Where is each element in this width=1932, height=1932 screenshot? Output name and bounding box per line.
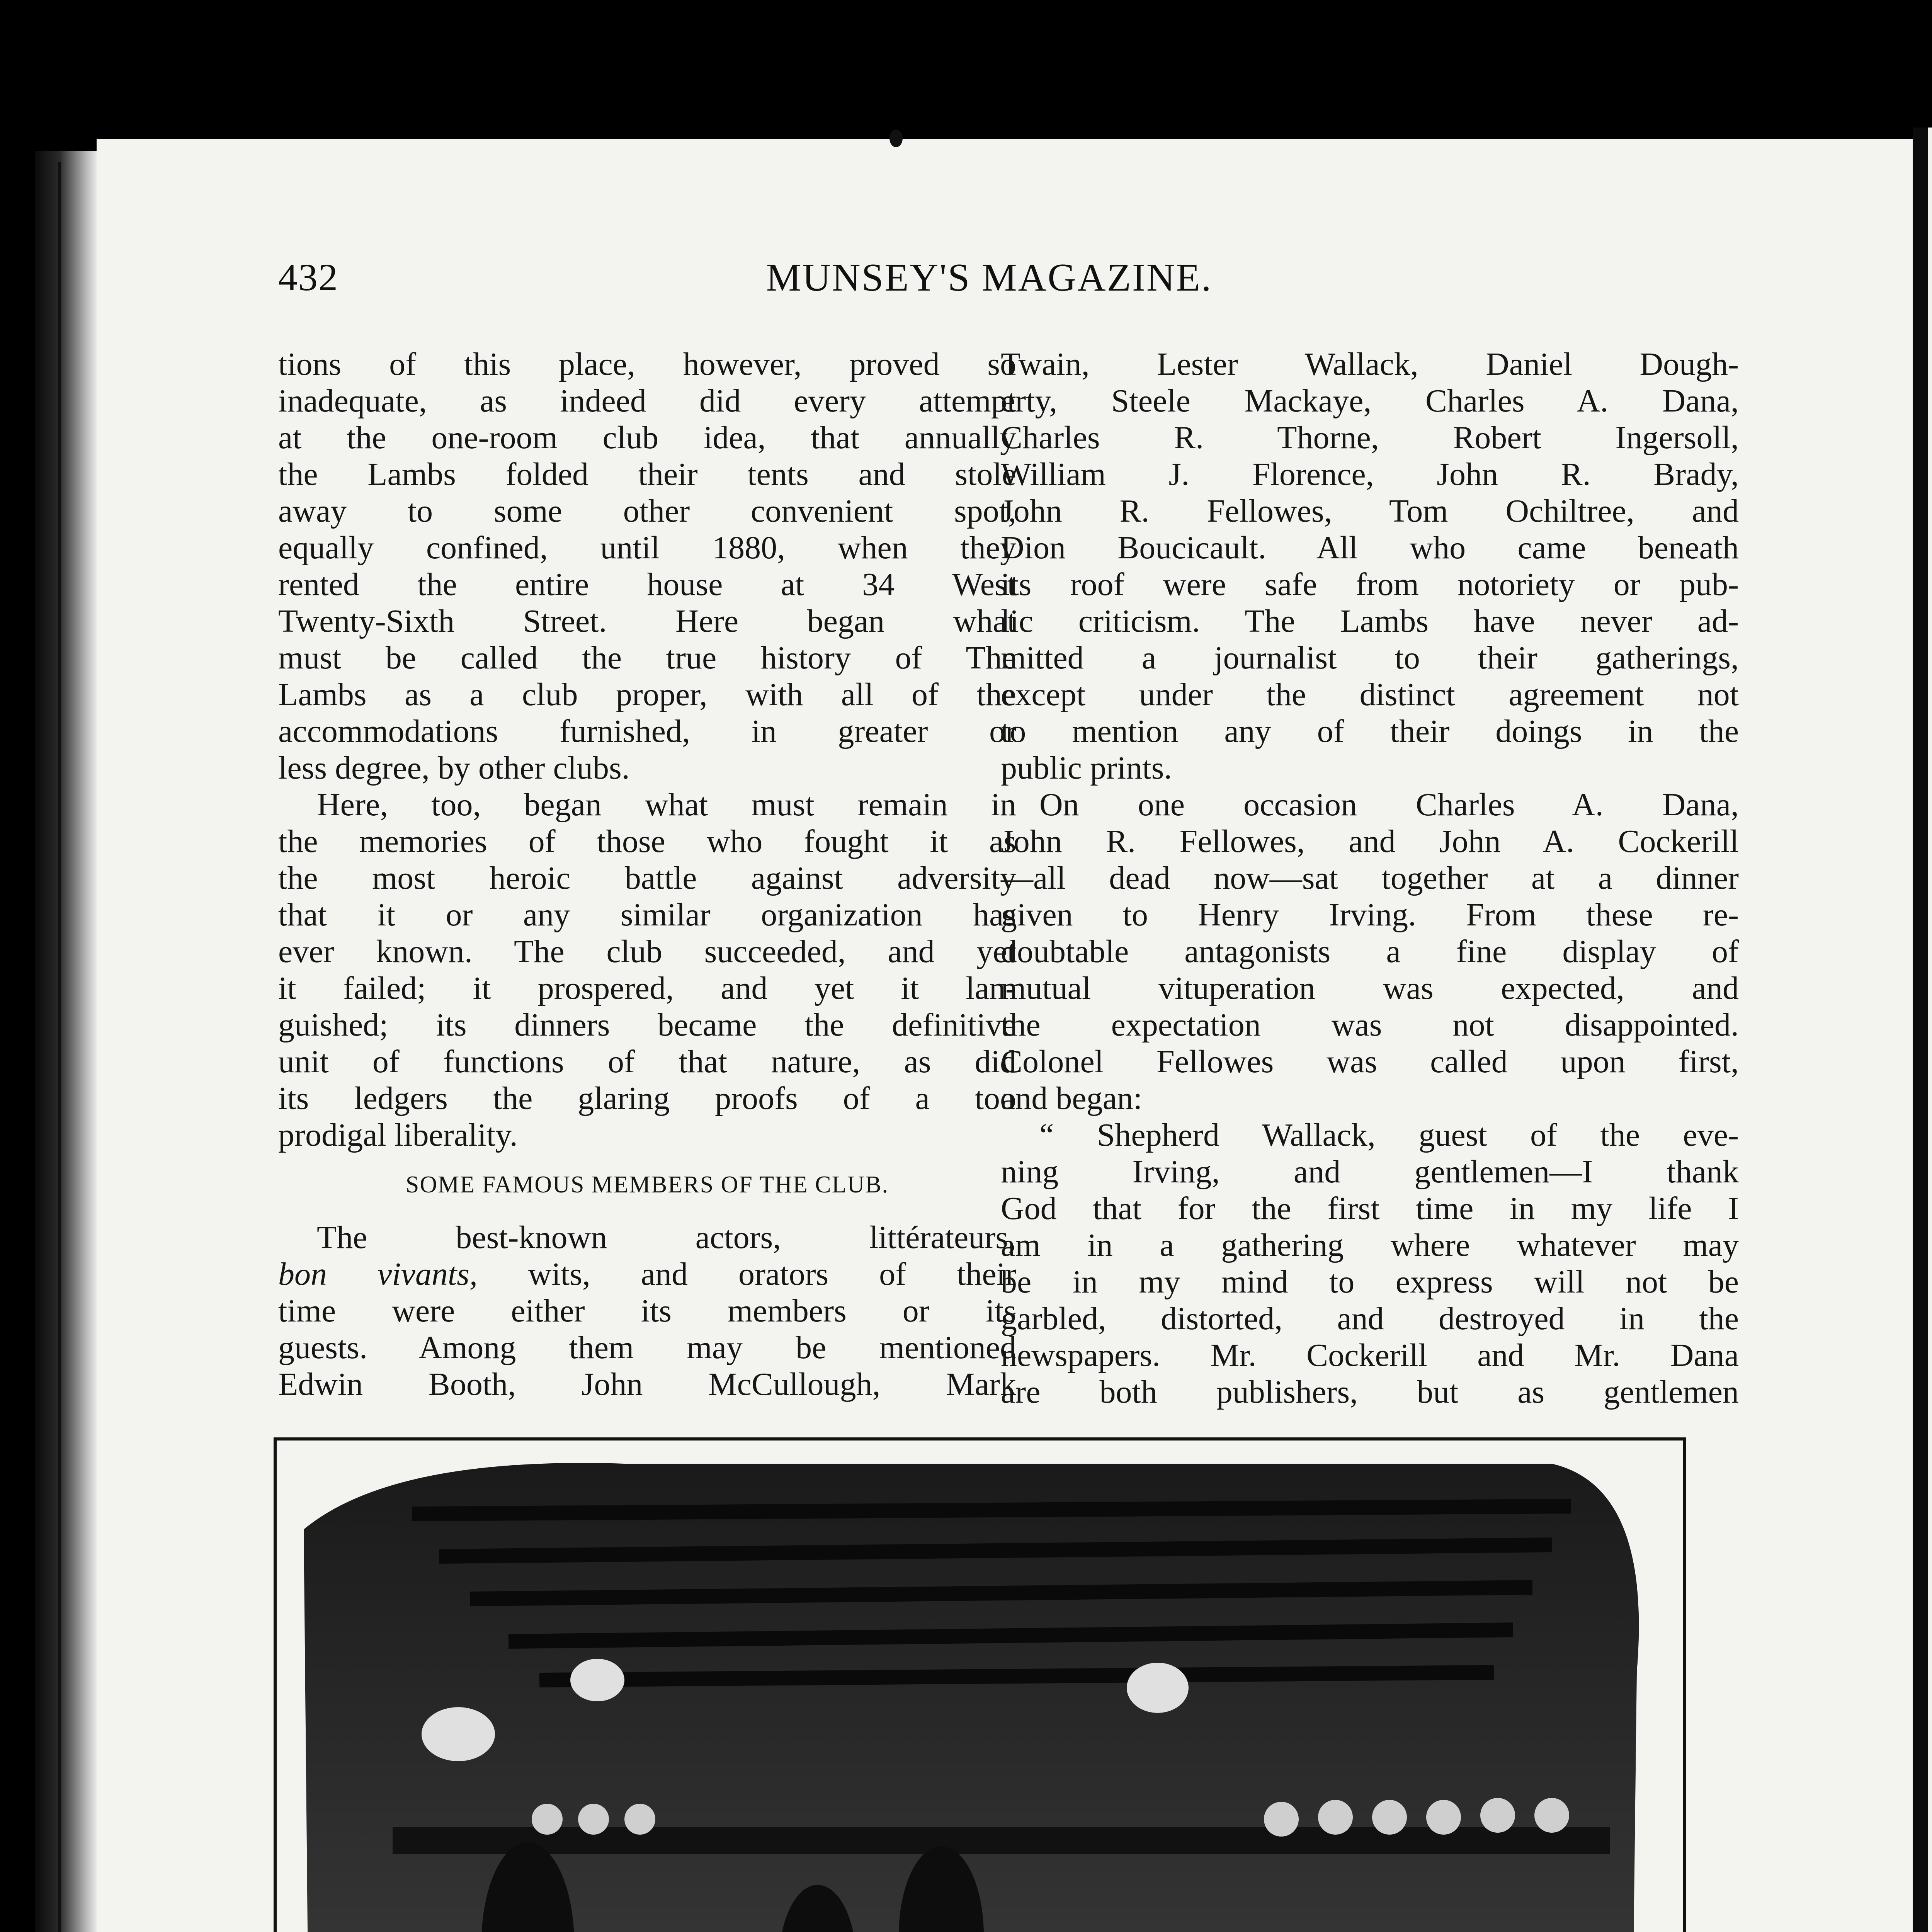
text-line: John R. Fellowes, and John A. Cockerill	[1001, 823, 1739, 859]
text-line: less degree, by other clubs.	[278, 750, 630, 786]
text-line: Twain, Lester Wallack, Daniel Dough-	[1001, 346, 1739, 382]
text-line: it failed; it prospered, and yet it lan-	[278, 970, 1016, 1006]
text-line: prodigal liberality.	[278, 1117, 518, 1153]
page-gap	[1913, 128, 1928, 1932]
paragraph	[278, 1219, 1016, 1403]
text-line: Colonel Fellowes was called upon first,	[1001, 1044, 1739, 1080]
text-line: am in a gathering where whatever may	[1001, 1227, 1739, 1263]
text-line: accommodations furnished, in greater or	[278, 713, 1016, 749]
text-line: Dion Boucicault. All who came beneath	[1001, 530, 1739, 566]
paragraph	[278, 786, 1016, 1153]
text-line: garbled, distorted, and destroyed in the	[1001, 1301, 1739, 1337]
paragraph	[278, 346, 1016, 786]
text-line: guests. Among them may be mentioned	[278, 1330, 1016, 1366]
text-line: time were either its members or its	[278, 1293, 1016, 1329]
text-line: the memories of those who fought it as	[278, 823, 1016, 859]
text-line: given to Henry Irving. From these re-	[1001, 897, 1739, 933]
ink-dot	[889, 129, 903, 147]
binding-line	[58, 162, 61, 1932]
text-line: the Lambs folded their tents and stole	[278, 456, 1016, 492]
text-line: its ledgers the glaring proofs of a too	[278, 1080, 1016, 1116]
wall-shelf	[393, 1827, 1610, 1854]
text-line: and began:	[1001, 1080, 1143, 1116]
text-line: erty, Steele Mackaye, Charles A. Dana,	[1001, 383, 1739, 419]
text-line: On one occasion Charles A. Dana,	[1039, 787, 1739, 823]
text-line: Here, too, began what must remain in	[317, 787, 1016, 823]
illustration-drawing	[277, 1440, 1683, 1932]
paragraph	[1001, 786, 1739, 1117]
text-line: Edwin Booth, John McCullough, Mark	[278, 1366, 1016, 1402]
running-head: MUNSEY'S MAGAZINE.	[766, 256, 1213, 299]
text-line: mitted a journalist to their gatherings,	[1001, 640, 1739, 676]
paragraph	[1001, 346, 1739, 786]
text-line: tions of this place, however, proved so	[278, 346, 1016, 382]
text-line: ning Irving, and gentlemen—I thank	[1001, 1154, 1739, 1190]
text-line: unit of functions of that nature, as did	[278, 1044, 1016, 1080]
text-line: John R. Fellowes, Tom Ochiltree, and	[1001, 493, 1739, 529]
text-line: its roof were safe from notoriety or pub-	[1001, 566, 1739, 602]
text-line: public prints.	[1001, 750, 1172, 786]
paragraph	[1001, 1117, 1739, 1410]
text-line: “ Shepherd Wallack, guest of the eve-	[1039, 1117, 1739, 1153]
next-page-edge	[1928, 128, 1932, 1932]
text-line: William J. Florence, John R. Brady,	[1001, 456, 1739, 492]
text-line: be in my mind to express will not be	[1001, 1264, 1739, 1300]
text-line: except under the distinct agreement not	[1001, 677, 1739, 713]
text-line: doubtable antagonists a fine display of	[1001, 934, 1739, 969]
text-line: are both publishers, but as gentlemen	[1001, 1374, 1739, 1410]
text-line: the expectation was not disappointed.	[1001, 1007, 1739, 1043]
text-line: —all dead now—sat together at a dinner	[1001, 860, 1739, 896]
text-line: Twenty-Sixth Street. Here began what	[278, 603, 1016, 639]
text-line: to mention any of their doings in the	[1001, 713, 1739, 749]
text-line: lic criticism. The Lambs have never ad-	[1001, 603, 1739, 639]
text-line: rented the entire house at 34 West	[278, 566, 1016, 602]
text-line: at the one-room club idea, that annually	[278, 420, 1016, 456]
text-line: away to some other convenient spot,	[278, 493, 1016, 529]
page-number: 432	[278, 256, 338, 299]
text-line	[278, 1256, 1016, 1293]
text-line: Lambs as a club proper, with all of the	[278, 677, 1016, 713]
left-column	[278, 346, 1016, 1403]
right-column	[1001, 346, 1739, 1410]
text-line: inadequate, as indeed did every attempt	[278, 383, 1016, 419]
text-line: God that for the first time in my life I	[1001, 1190, 1739, 1226]
text-line: newspapers. Mr. Cockerill and Mr. Dana	[1001, 1337, 1739, 1373]
text-line: The best-known actors, littérateurs,	[317, 1219, 1016, 1255]
text-line: equally confined, until 1880, when they	[278, 530, 1016, 566]
text-line: ever known. The club succeeded, and yet	[278, 934, 1016, 969]
text-line: the most heroic battle against adversity	[278, 860, 1016, 896]
binding-shadow	[35, 151, 97, 1932]
text-line: that it or any similar organization has	[278, 897, 1016, 933]
text-line: mutual vituperation was expected, and	[1001, 970, 1739, 1006]
grill-room-illustration	[274, 1437, 1686, 1932]
italic-phrase: bon vivants,	[278, 1256, 478, 1292]
text-line: Charles R. Thorne, Robert Ingersoll,	[1001, 420, 1739, 456]
section-subheading: SOME FAMOUS MEMBERS OF THE CLUB.	[405, 1172, 889, 1198]
text-line: guished; its dinners became the definitive	[278, 1007, 1016, 1043]
text-fragment: wits, and orators of their	[477, 1256, 1016, 1292]
text-line: must be called the true history of The	[278, 640, 1016, 676]
